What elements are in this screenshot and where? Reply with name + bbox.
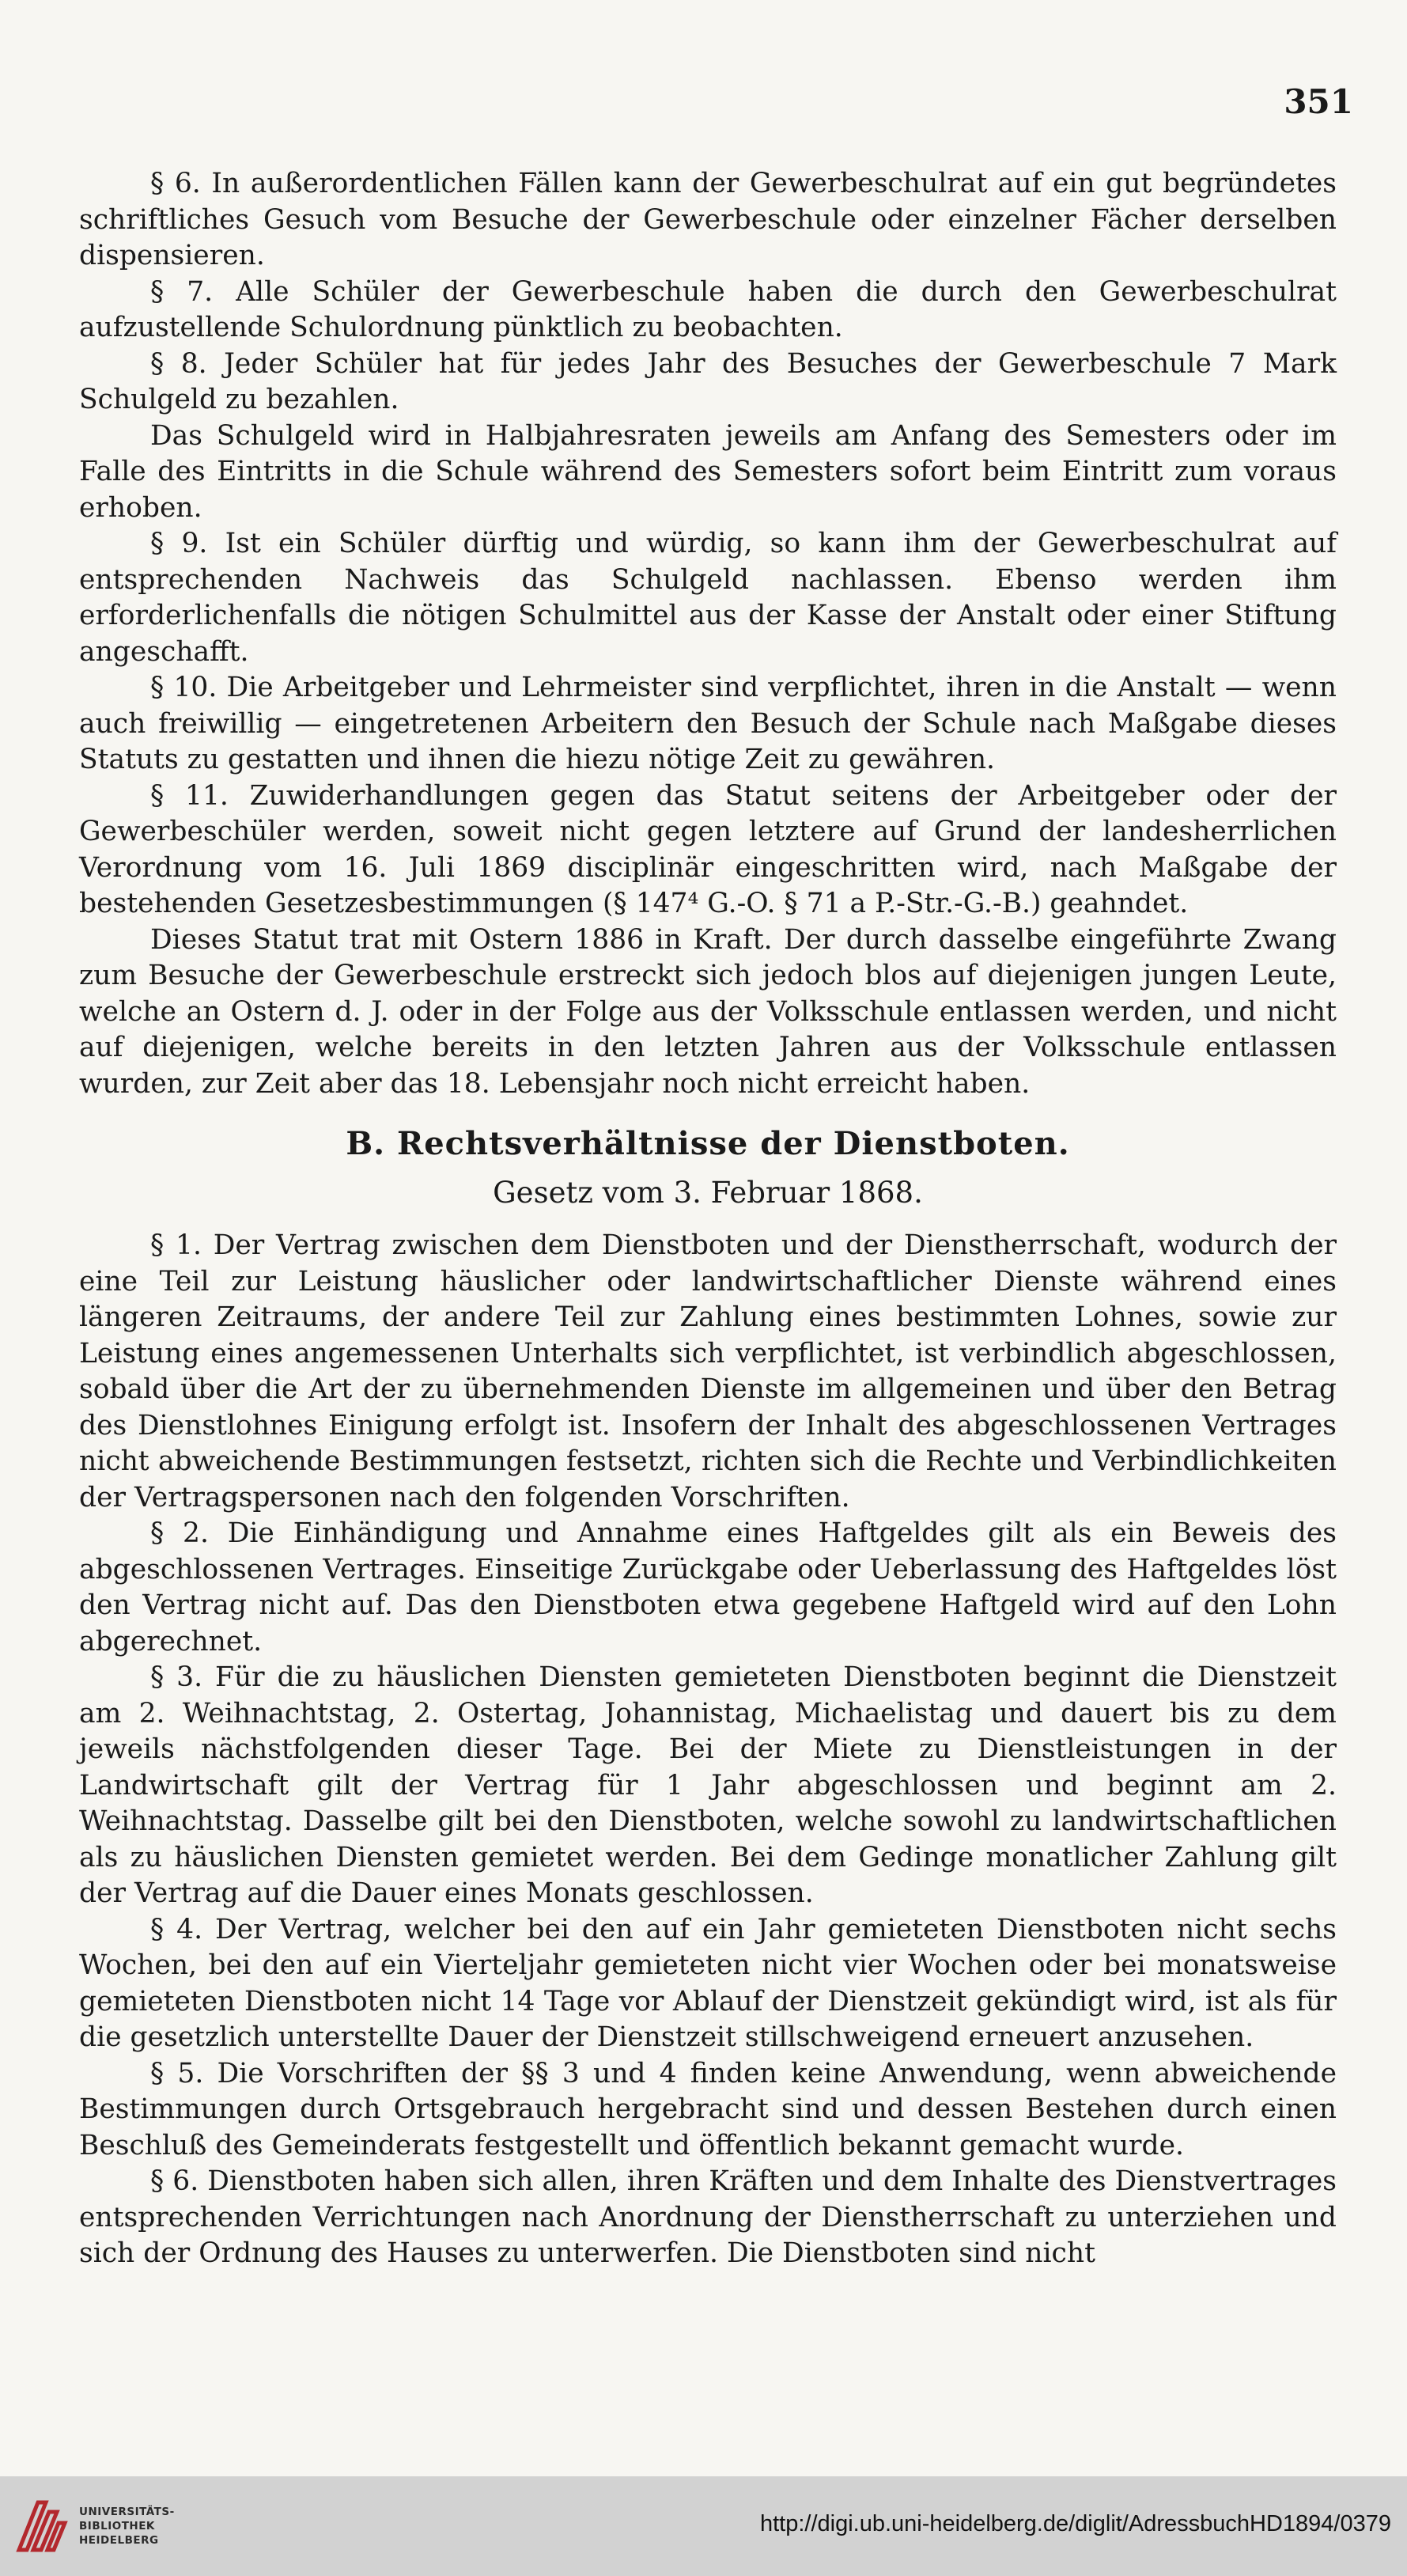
section-heading: B. Rechtsverhältnisse der Dienstboten. [346, 1125, 1070, 1162]
library-name-line: UNIVERSITÄTS- [79, 2506, 175, 2518]
paragraph-a-10: § 10. Die Arbeitgeber und Lehrmeister sind verpflichtet, ihren in die Anstalt — wenn auch freiwillig — eingetretenen Arbeitern den Besuch der Schule nach Maßgabe dieses Statuts zu gestatten und ihnen die hiezu nötige Zeit zu gewähren. [79, 672, 1337, 775]
paragraph-b-5: § 5. Die Vorschriften der §§ 3 und 4 finden keine Anwendung, wenn abweichende Bestimmungen durch Ortsgebrauch hergebracht sind und dessen Bestehen durch einen Beschluß des Gemeinderats festgestellt und öffentlich bekannt gemacht wurde. [79, 2057, 1337, 2161]
library-logo[interactable] [14, 2491, 196, 2562]
paragraph-a-9: § 9. Ist ein Schüler dürftig und würdig, so kann ihm der Gewerbeschulrat auf entsprechenden Nachweis das Schulgeld nachlassen. Ebenso werden ihm erforderlichenfalls die nötigen Schulmittel aus der Kasse der Anstalt oder einer Stiftung angeschafft. [79, 528, 1337, 668]
library-name-line: HEIDELBERG [79, 2534, 159, 2547]
paragraph-b-2: § 2. Die Einhändigung und Annahme eines Haftgeldes gilt als ein Beweis des abgeschlossenen Vertrages. Einseitige Zurückgabe oder Ueberlassung des Haftgeldes löst den Vertrag nicht auf. Das den Dienstboten etwa gegebene Haftgeld wird auf den Lohn abgerechnet. [79, 1517, 1337, 1657]
viewer-footer [0, 2476, 1407, 2576]
paragraph-a-8-schulgeld: Das Schulgeld wird in Halbjahresraten jeweils am Anfang des Semesters oder im Falle des Eintritts in die Schule während des Semesters sofort beim Eintritt zum voraus erhoben. [79, 419, 1337, 524]
paragraph-b-3: § 3. Für die zu häuslichen Diensten gemieteten Dienstboten beginnt die Dienstzeit am 2. Weihnachtstag, 2. Ostertag, Johannistag, Michaelistag und dauert bis zu dem jeweils nächstfolgenden dieser Tage. Bei der Miete zu Dienstleistungen in der Landwirtschaft gilt der Vertrag für 1 Jahr abgeschlossen und beginnt am 2. Weihnachtstag. Dasselbe gilt bei den Dienstboten, welche sowohl zu landwirtschaftlichen als zu häuslichen Diensten gemietet werden. Bei dem Gedinge monatlicher Zahlung gilt der Vertrag auf die Dauer eines Monats geschlossen. [79, 1661, 1337, 1909]
paragraph-a-7: § 7. Alle Schüler der Gewerbeschule haben die durch den Gewerbeschulrat aufzustellende Schulordnung pünktlich zu beobachten. [79, 275, 1337, 343]
paragraph-b-1: § 1. Der Vertrag zwischen dem Dienstboten und der Dienstherrschaft, wodurch der eine Teil zur Leistung häuslicher oder landwirtschaftlicher Dienste während eines längeren Zeitraums, der andere Teil zur Zahlung eines bestimmten Lohnes, sowie zur Leistung eines angemessenen Unterhalts sich verpflichtet, ist verbindlich abgeschlossen, sobald über die Art der zu übernehmenden Dienste im allgemeinen und über den Betrag des Dienstlohnes Einigung erfolgt ist. Insofern der Inhalt des abgeschlossenen Vertrages nicht abweichende Bestimmungen festsetzt, richten sich die Rechte und Verbindlichkeiten der Vertragspersonen nach den folgenden Vorschriften. [79, 1229, 1337, 1513]
university-seal-icon [14, 2495, 68, 2558]
section-subheading: Gesetz vom 3. Februar 1868. [493, 1175, 923, 1210]
paragraph-b-4: § 4. Der Vertrag, welcher bei den auf ein Jahr gemieteten Dienstboten nicht sechs Wochen, bei den auf ein Vierteljahr gemieteten nicht vier Wochen oder bei monatsweise gemieteten Dienstboten nicht 14 Tage vor Ablauf der Dienstzeit gekündigt wird, ist als für die gesetzlich unterstellte Dauer der Dienstzeit stillschweigend erneuert anzusehen. [79, 1913, 1337, 2053]
paragraph-a-8: § 8. Jeder Schüler hat für jedes Jahr des Besuches der Gewerbeschule 7 Mark Schulgeld zu bezahlen. [79, 347, 1337, 415]
library-name-line: BIBLIOTHEK [79, 2520, 155, 2532]
paragraph-b-6: § 6. Dienstboten haben sich allen, ihren Kräften und dem Inhalte des Dienstvertrages entsprechenden Verrichtungen nach Anordnung der Dienstherrschaft zu unterziehen und sich der Ordnung des Hauses zu unterwerfen. Die Dienstboten sind nicht [79, 2165, 1337, 2269]
page-number: 351 [1284, 82, 1353, 121]
paragraph-a-statut: Dieses Statut trat mit Ostern 1886 in Kraft. Der durch dasselbe eingeführte Zwang zum Besuche der Gewerbeschule erstreckt sich jedoch blos auf diejenigen jungen Leute, welche an Ostern d. J. oder in der Folge aus der Volksschule entlassen werden, und nicht auf diejenigen, welche bereits in den letzten Jahren aus der Volksschule entlassen wurden, zur Zeit aber das 18. Lebensjahr noch nicht erreicht haben. [79, 923, 1337, 1100]
paragraph-a-11: § 11. Zuwiderhandlungen gegen das Statut seitens der Arbeitgeber oder der Gewerbeschüler werden, soweit nicht gegen letztere auf Grund der landesherrlichen Verordnung vom 16. Juli 1869 disciplinär eingeschritten wird, nach Maßgabe der bestehenden Gesetzesbestimmungen (§ 147⁴ G.-O. § 71 a P.-Str.-G.-B.) geahndet. [79, 779, 1337, 919]
document-url[interactable]: http://digi.ub.uni-heidelberg.de/diglit/AdressbuchHD1894/0379 [759, 2511, 1391, 2536]
page-content [79, 166, 1337, 2272]
paragraph-a-6: § 6. In außerordentlichen Fällen kann der Gewerbeschulrat auf ein gut begründetes schriftliches Gesuch vom Besuche der Gewerbeschule oder einzelner Fächer derselben dispensieren. [79, 168, 1337, 271]
library-name [79, 2505, 175, 2548]
